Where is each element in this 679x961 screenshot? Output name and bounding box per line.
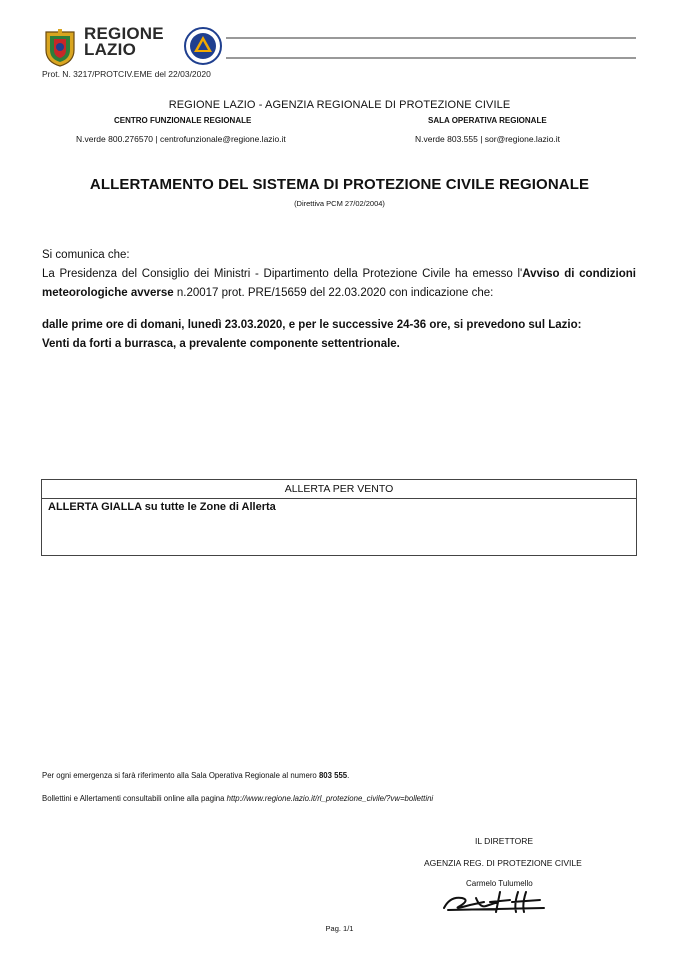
centro-funzionale-contact: N.verde 800.276570 | centrofunzionale@regione.lazio.it xyxy=(76,134,286,144)
notice-paragraph xyxy=(42,265,636,303)
logo-line-1: REGIONE xyxy=(84,24,164,43)
director-agency: AGENZIA REG. DI PROTEZIONE CIVILE xyxy=(424,858,582,868)
regione-lazio-emblem xyxy=(42,28,78,68)
bulletins-url[interactable]: http://www.regione.lazio.it/rl_protezione_civile/?vw=bollettini xyxy=(226,794,434,803)
emergency-note xyxy=(42,771,349,780)
bulletins-note-text: Bollettini e Allertamenti consultabili online alla pagina xyxy=(42,794,227,803)
bulletins-note xyxy=(42,794,433,803)
document-subtitle: (Direttiva PCM 27/02/2004) xyxy=(294,199,385,208)
alert-table-cell xyxy=(48,501,276,513)
director-title: IL DIRETTORE xyxy=(475,836,534,846)
sala-operativa-contact: N.verde 803.555 | sor@regione.lazio.it xyxy=(415,134,561,144)
protocol-number: Prot. N. 3217/PROTCIV.EME del 22/03/2020 xyxy=(42,69,211,79)
logo-line-2: LAZIO xyxy=(84,40,136,59)
forecast-paragraph xyxy=(42,316,636,354)
forecast-line-2: Venti da forti a burrasca, a prevalente componente settentrionale. xyxy=(42,338,400,350)
notice-text-a: La Presidenza del Consiglio dei Ministri - Dipartimento della Protezione Civile ha emesso l' xyxy=(42,268,523,280)
notice-text-b: n.20017 prot. PRE/15659 del 22.03.2020 con indicazione che: xyxy=(173,287,494,299)
alert-table-header: ALLERTA PER VENTO xyxy=(42,480,636,499)
sala-operativa-title: SALA OPERATIVA REGIONALE xyxy=(428,116,547,125)
notice-text-bold: Avviso di condizioni meteorologiche avverse xyxy=(42,268,637,299)
alert-level: ALLERTA GIALLA xyxy=(48,501,142,513)
director-name: Carmelo Tulumello xyxy=(466,879,533,888)
alert-scope: su tutte le Zone di Allerta xyxy=(141,501,276,513)
document-title: ALLERTAMENTO DEL SISTEMA DI PROTEZIONE CIVILE REGIONALE xyxy=(89,176,590,193)
page-number: Pag. 1/1 xyxy=(325,924,354,933)
protezione-civile-seal-icon xyxy=(184,27,222,65)
header-rule-lines xyxy=(226,36,636,60)
director-signature xyxy=(440,888,570,916)
emergency-number: 803 555 xyxy=(318,771,348,780)
intro-text: Si comunica che: xyxy=(42,249,130,261)
regione-lazio-wordmark xyxy=(84,26,164,58)
agency-name: REGIONE LAZIO - AGENZIA REGIONALE DI PROTEZIONE CIVILE xyxy=(168,99,511,111)
forecast-line-1: dalle prime ore di domani, lunedì 23.03.2020, e per le successive 24-36 ore, si prevedono sul Lazio: xyxy=(42,319,582,331)
emergency-note-text: Per ogni emergenza si farà riferimento alla Sala Operativa Regionale al numero xyxy=(42,771,319,780)
centro-funzionale-title: CENTRO FUNZIONALE REGIONALE xyxy=(114,116,252,125)
emergency-note-end: . xyxy=(347,771,350,780)
alert-table xyxy=(41,479,637,556)
